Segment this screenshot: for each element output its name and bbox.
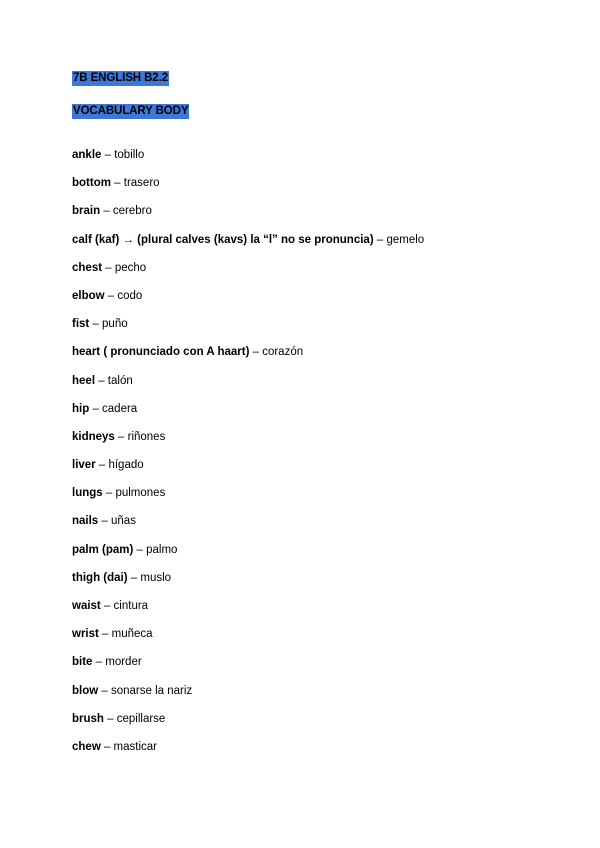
vocabulary-term: elbow: [72, 289, 105, 302]
vocabulary-term: nails: [72, 515, 99, 528]
vocabulary-list: [72, 148, 424, 768]
vocabulary-term: chew: [72, 740, 101, 753]
vocabulary-translation: – trasero: [110, 177, 160, 190]
course-heading: 7B ENGLISH B2.2: [73, 72, 168, 84]
vocabulary-translation: – sonarse la nariz: [98, 684, 193, 697]
vocabulary-entry: [72, 204, 424, 232]
vocabulary-translation: – pecho: [102, 261, 147, 274]
vocabulary-term: fist: [72, 318, 90, 331]
section-heading: VOCABULARY BODY: [73, 105, 189, 117]
vocabulary-entry: [72, 458, 424, 486]
vocabulary-term: blow: [72, 684, 99, 697]
vocabulary-entry: [72, 486, 424, 514]
vocabulary-term: liver: [72, 459, 96, 472]
vocabulary-entry: [72, 233, 424, 261]
vocabulary-term: bite: [72, 656, 93, 669]
vocabulary-translation: – codo: [104, 289, 143, 302]
vocabulary-entry: [72, 712, 424, 740]
vocabulary-entry: [72, 514, 424, 542]
vocabulary-entry: [72, 261, 424, 289]
vocabulary-term: hip: [72, 402, 90, 415]
vocabulary-translation: – tobillo: [101, 149, 145, 161]
vocabulary-term: brush: [72, 712, 104, 725]
vocabulary-term: bottom: [72, 177, 111, 190]
vocabulary-entry: [72, 740, 424, 768]
vocabulary-entry: [72, 317, 424, 345]
vocabulary-translation: – cerebro: [100, 205, 152, 218]
vocabulary-translation: – muñeca: [98, 628, 153, 641]
vocabulary-entry: [72, 543, 424, 571]
vocabulary-translation: – cadera: [89, 402, 138, 415]
vocabulary-entry: [72, 430, 424, 458]
vocabulary-entry: [72, 148, 424, 176]
vocabulary-term: brain: [72, 205, 101, 218]
vocabulary-term: thigh (dai): [72, 571, 128, 584]
vocabulary-term: heart ( pronunciado con A haart): [72, 346, 250, 359]
vocabulary-term: calf (kaf) → (plural calves (kavs) la “l” no se pronuncia): [72, 233, 374, 246]
vocabulary-entry: [72, 571, 424, 599]
vocabulary-translation: – gemelo: [373, 233, 425, 246]
vocabulary-translation: – cintura: [100, 600, 149, 612]
vocabulary-translation: – palmo: [133, 543, 178, 556]
vocabulary-term: chest: [72, 261, 103, 274]
vocabulary-entry: [72, 345, 424, 373]
vocabulary-entry: [72, 599, 424, 627]
vocabulary-entry: [72, 627, 424, 655]
vocabulary-term: heel: [72, 374, 96, 387]
vocabulary-entry: [72, 289, 424, 317]
vocabulary-translation: – morder: [92, 656, 142, 669]
vocabulary-translation: – riñones: [114, 430, 166, 443]
vocabulary-term: waist: [72, 600, 101, 612]
vocabulary-entry: [72, 176, 424, 204]
vocabulary-translation: – puño: [89, 318, 128, 331]
vocabulary-term: ankle: [72, 149, 102, 161]
vocabulary-entry: [72, 374, 424, 402]
vocabulary-term: kidneys: [72, 430, 115, 443]
vocabulary-translation: – muslo: [127, 571, 172, 584]
vocabulary-term: wrist: [72, 628, 99, 641]
vocabulary-translation: – talón: [95, 374, 133, 387]
vocabulary-translation: – corazón: [249, 346, 304, 359]
vocabulary-term: lungs: [72, 487, 103, 500]
vocabulary-translation: – cepillarse: [103, 712, 166, 725]
vocabulary-entry: [72, 655, 424, 683]
vocabulary-term: palm (pam): [72, 543, 134, 556]
vocabulary-translation: – masticar: [100, 740, 158, 753]
vocabulary-entry: [72, 402, 424, 430]
vocabulary-entry: [72, 684, 424, 712]
vocabulary-translation: – pulmones: [102, 487, 166, 500]
vocabulary-translation: – hígado: [95, 459, 144, 472]
vocabulary-translation: – uñas: [98, 515, 136, 528]
